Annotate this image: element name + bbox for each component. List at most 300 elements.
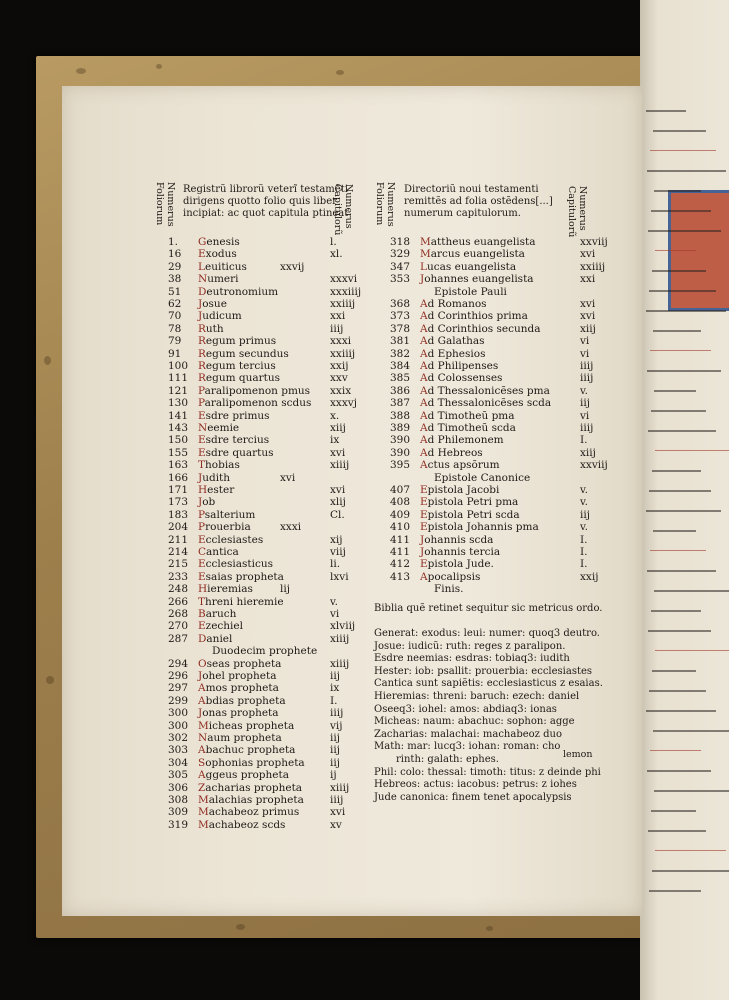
nt-folio: 412 xyxy=(390,558,411,571)
ot-folio: 296 xyxy=(168,670,189,682)
facing-page-text-line xyxy=(653,530,696,532)
nt-book: Ad Colossenses xyxy=(420,372,503,385)
nt-chapters: xxiiij xyxy=(580,260,606,273)
nt-folio: 407 xyxy=(390,484,411,496)
nt-row xyxy=(390,236,620,248)
verse-line: Generat: exodus: leui: numer: quoq3 deutro. xyxy=(374,628,600,639)
ot-row xyxy=(168,596,370,608)
nt-folio: 368 xyxy=(390,298,411,310)
ot-book: Oseas propheta xyxy=(198,657,282,670)
nt-folio: 390 xyxy=(390,434,411,447)
nt-chapters: vi xyxy=(580,347,590,360)
ot-book: Johel propheta xyxy=(198,670,277,682)
ot-book: Hester xyxy=(198,484,235,496)
ot-folio: 319 xyxy=(168,818,189,831)
ot-book: Neemie xyxy=(198,422,240,434)
nt-book: Epistola Petri scda xyxy=(420,508,520,521)
ot-folio: 204 xyxy=(168,521,189,534)
nt-row xyxy=(390,273,620,285)
ot-folio: 166 xyxy=(168,471,189,484)
ot-book: Numeri xyxy=(198,273,239,286)
left-header-title xyxy=(183,184,348,220)
nt-row xyxy=(390,521,620,533)
ot-chapters-inline: lij xyxy=(280,583,290,596)
ot-book: Abachuc propheta xyxy=(198,744,296,757)
facing-page-text-line xyxy=(649,690,706,692)
ot-folio: 100 xyxy=(168,360,189,372)
facing-page-text-line xyxy=(647,170,726,172)
facing-page-text-line xyxy=(649,490,711,492)
ot-folio: 91 xyxy=(168,347,182,360)
ot-folio: 143 xyxy=(168,422,189,434)
facing-page-text-line xyxy=(654,790,729,792)
nt-book: Ad Ephesios xyxy=(420,347,486,360)
nt-book: Johannis tercia xyxy=(420,546,501,558)
nt-chapters: v. xyxy=(580,496,589,509)
ot-chapters: xvi xyxy=(330,806,346,819)
ot-book: Regum quartus xyxy=(198,372,281,385)
nt-row xyxy=(390,546,620,558)
ot-book: Job xyxy=(198,496,216,509)
ot-book: Prouerbia xyxy=(198,521,251,534)
ot-folio: 305 xyxy=(168,769,189,782)
nt-chapters: vi xyxy=(580,335,590,348)
nt-chapters: iij xyxy=(580,397,590,410)
nt-folio: 408 xyxy=(390,496,411,509)
nt-folio: 382 xyxy=(390,347,411,360)
ot-chapters: iij xyxy=(330,744,340,757)
ot-folio: 268 xyxy=(168,608,189,620)
ot-chapters: iij xyxy=(330,756,340,769)
facing-page-text-line xyxy=(654,390,696,392)
nt-folio: 347 xyxy=(390,260,411,273)
nt-row xyxy=(390,360,620,372)
ot-chapters-inline: xxvij xyxy=(280,260,305,273)
ot-book: Regum tercius xyxy=(198,360,276,372)
ot-row xyxy=(168,583,370,595)
ot-chapters: iij xyxy=(330,732,340,744)
facing-page-text-line xyxy=(650,550,706,551)
left-header-line-3: incipiat: ac quot capitula ptineat xyxy=(183,208,349,219)
facing-page-text-line xyxy=(653,730,729,732)
nt-row xyxy=(390,248,620,260)
ot-row xyxy=(168,472,370,484)
ot-chapters: xiij xyxy=(330,422,346,434)
nt-folio: 395 xyxy=(390,459,411,472)
ot-book: Esdre primus xyxy=(198,409,270,422)
facing-page-text-line xyxy=(653,330,701,332)
left-header-numerus-foliorum: Numerus Foliorum xyxy=(154,182,176,227)
nt-row xyxy=(390,472,620,484)
ot-folio: 130 xyxy=(168,397,189,410)
nt-chapters: xxviij xyxy=(580,459,608,472)
ot-chapters: xij xyxy=(330,533,343,546)
facing-page-text-line xyxy=(651,210,711,212)
ot-chapters: xiiij xyxy=(330,459,350,472)
facing-page-text-line xyxy=(648,230,721,232)
nt-book: Epistola Johannis pma xyxy=(420,521,539,534)
ot-row xyxy=(168,459,370,471)
nt-chapters: xiij xyxy=(580,322,596,335)
ot-book: Hieremias xyxy=(198,583,253,596)
ot-book: Baruch xyxy=(198,608,237,620)
ot-chapters: ix xyxy=(330,682,340,695)
ot-folio: 309 xyxy=(168,806,189,819)
ot-book: Leuiticus xyxy=(198,260,247,273)
nt-folio: 387 xyxy=(390,397,411,410)
ot-row xyxy=(168,806,370,818)
ot-chapters: xlviij xyxy=(330,620,356,633)
nt-row xyxy=(390,496,620,508)
ot-row xyxy=(168,633,370,645)
facing-page-text-line xyxy=(647,370,721,372)
nt-folio: 410 xyxy=(390,521,411,534)
ot-book: Esdre quartus xyxy=(198,446,274,459)
ot-folio: 211 xyxy=(168,533,189,546)
facing-page-text-line xyxy=(648,630,711,632)
ot-row xyxy=(168,645,370,657)
ot-folio: 270 xyxy=(168,620,189,633)
nt-book: Ad Timotheũ pma xyxy=(420,409,515,422)
ot-book: Paralipomenon scdus xyxy=(198,397,312,410)
nt-folio: 411 xyxy=(390,546,411,558)
nt-chapters: xxij xyxy=(580,570,599,583)
ot-folio: 79 xyxy=(168,335,182,348)
facing-page-text-line xyxy=(649,890,701,892)
ot-chapters: v. xyxy=(330,595,339,608)
ot-row xyxy=(168,521,370,533)
facing-page-text-line xyxy=(654,190,701,192)
facing-page-text-line xyxy=(647,570,716,572)
nt-folio: 329 xyxy=(390,248,411,261)
ot-book: Thobias xyxy=(198,459,240,472)
nt-section-heading: Epistole Canonice xyxy=(434,471,531,484)
facing-page-text-line xyxy=(651,810,696,812)
verse-line: Josue: iudicũ: ruth: reges z paralipon. xyxy=(374,640,566,652)
ot-chapters: ix xyxy=(330,434,340,447)
ot-row xyxy=(168,286,370,298)
nt-chapters: xvi xyxy=(580,298,596,310)
nt-row xyxy=(390,534,620,546)
ot-row xyxy=(168,558,370,570)
nt-folio: 318 xyxy=(390,236,411,248)
nt-chapters: I. xyxy=(580,434,588,447)
facing-page-text-line xyxy=(655,650,729,651)
nt-chapters: xxviij xyxy=(580,236,608,248)
right-header-line-2: remittẽs ad folia ostẽdens[...] xyxy=(404,196,553,207)
nt-chapters: vi xyxy=(580,409,590,422)
ot-chapters: lxvi xyxy=(330,570,349,583)
ot-row xyxy=(168,707,370,719)
nt-row xyxy=(390,447,620,459)
right-header-title xyxy=(404,184,553,220)
verse-line: Micheas: naum: abachuc: sophon: agge xyxy=(374,716,575,728)
ot-row xyxy=(168,782,370,794)
ot-chapters: xiiij xyxy=(330,632,350,645)
right-header-numerus-foliorum: Numerus Foliorum xyxy=(374,182,396,227)
ot-book: Naum propheta xyxy=(198,732,282,744)
nt-book: Epistola Jude. xyxy=(420,558,494,571)
ot-row xyxy=(168,720,370,732)
nt-chapters: I. xyxy=(580,546,588,558)
ot-folio: 299 xyxy=(168,694,189,707)
facing-page-text-line xyxy=(649,290,716,292)
facing-page-text-line xyxy=(655,250,696,251)
left-header-line-2: dirigens quotto folio quis liber xyxy=(183,196,337,207)
facing-page-text-line xyxy=(647,770,711,772)
nt-folio: 378 xyxy=(390,322,411,335)
ot-chapters: xxiiij xyxy=(330,298,356,310)
facing-page-text-line xyxy=(651,410,706,412)
facing-page-text-line xyxy=(652,870,729,872)
ot-chapters: I. xyxy=(330,694,338,707)
nt-folio: 413 xyxy=(390,570,411,583)
ot-row xyxy=(168,658,370,670)
verse-line: rinth: galath: ephes. xyxy=(396,754,499,765)
ot-chapters: xxix xyxy=(330,384,352,397)
nt-chapters: I. xyxy=(580,558,588,571)
left-header-line-1: Registrũ librorũ veterĩ testamẽti xyxy=(183,184,348,195)
ot-book: Sophonias propheta xyxy=(198,756,305,769)
nt-book: Ad Philipenses xyxy=(420,360,499,372)
ot-row xyxy=(168,410,370,422)
facing-page-text-line xyxy=(646,710,716,712)
ot-book: Zacharias propheta xyxy=(198,781,303,794)
nt-row xyxy=(390,298,620,310)
nt-folio: 411 xyxy=(390,533,411,546)
nt-folio: 384 xyxy=(390,360,411,372)
nt-folio: 385 xyxy=(390,372,411,385)
nt-row xyxy=(390,323,620,335)
ot-folio: 308 xyxy=(168,794,189,806)
verse-overflow-word: lemon xyxy=(563,749,593,760)
nt-row xyxy=(390,286,620,298)
ot-chapters: xvi xyxy=(330,484,346,496)
verse-line: Math: mar: lucq3: iohan: roman: cho xyxy=(374,741,561,753)
ot-book: Machabeoz scds xyxy=(198,818,286,831)
ot-row xyxy=(168,422,370,434)
ot-book: Paralipomenon pmus xyxy=(198,384,311,397)
nt-book: Ad Corinthios prima xyxy=(420,310,528,323)
ot-folio: 155 xyxy=(168,446,189,459)
nt-row xyxy=(390,509,620,521)
ot-row xyxy=(168,372,370,384)
verse-line: Hester: iob: psallit: prouerbia: ecclesiastes xyxy=(374,665,593,677)
verse-line: Oseeq3: iohel: amos: abdiaq3: ionas xyxy=(374,703,557,715)
ot-chapters: xxi xyxy=(330,310,346,323)
ot-book: Ecclesiastes xyxy=(198,533,264,546)
nt-row xyxy=(390,310,620,322)
facing-page-text-line xyxy=(653,130,706,132)
ot-book: Ecclesiasticus xyxy=(198,558,274,571)
nt-folio: 386 xyxy=(390,384,411,397)
nt-book: Lucas euangelista xyxy=(420,260,517,273)
nt-chapters: iiij xyxy=(580,372,594,385)
facing-page-text-line xyxy=(646,310,726,312)
nt-chapters: xvi xyxy=(580,310,596,323)
nt-book: Marcus euangelista xyxy=(420,248,525,261)
ot-chapters: iiij xyxy=(330,794,344,806)
nt-folio: 390 xyxy=(390,446,411,459)
ot-folio: 38 xyxy=(168,273,182,286)
nt-book: Ad Timotheũ scda xyxy=(420,422,516,434)
ot-book: Deutronomium xyxy=(198,285,279,298)
ot-folio: 303 xyxy=(168,744,189,757)
nt-chapters: xvi xyxy=(580,248,596,261)
ot-book: Daniel xyxy=(198,632,233,645)
ot-chapters: l. xyxy=(330,236,337,248)
ot-row xyxy=(168,261,370,273)
nt-book: Ad Thessalonicẽses pma xyxy=(420,384,550,397)
ot-row xyxy=(168,397,370,409)
nt-folio: 353 xyxy=(390,273,411,286)
nt-book: Ad Philemonem xyxy=(420,434,504,447)
ot-book: Malachias propheta xyxy=(198,794,304,806)
ot-row xyxy=(168,434,370,446)
nt-chapters: v. xyxy=(580,484,589,496)
ot-folio: 171 xyxy=(168,484,189,496)
nt-chapters: I. xyxy=(580,533,588,546)
nt-chapters: iij xyxy=(580,508,590,521)
ot-row xyxy=(168,236,370,248)
ot-book: Judicum xyxy=(198,310,242,323)
ot-chapters: xxij xyxy=(330,360,349,372)
ot-row xyxy=(168,496,370,508)
facing-page xyxy=(640,0,729,1000)
ot-folio: 1. xyxy=(168,236,179,248)
ot-row xyxy=(168,682,370,694)
ot-book: Regum secundus xyxy=(198,347,289,360)
ot-book: Cantica xyxy=(198,546,239,558)
ot-row xyxy=(168,744,370,756)
ot-row xyxy=(168,769,370,781)
nt-row xyxy=(390,372,620,384)
ot-row xyxy=(168,323,370,335)
nt-book: Ad Corinthios secunda xyxy=(420,322,541,335)
nt-row xyxy=(390,385,620,397)
ot-row xyxy=(168,310,370,322)
verse-line: Cantica sunt sapiẽtis: ecclesiasticus z esaias. xyxy=(374,678,603,690)
ot-row xyxy=(168,794,370,806)
ot-chapters: xvi xyxy=(330,446,346,459)
right-header-line-3: numerum capitulorum. xyxy=(404,208,521,219)
nt-row xyxy=(390,571,620,583)
facing-page-text-line xyxy=(651,610,701,612)
nt-chapters: iiij xyxy=(580,422,594,434)
nt-row xyxy=(390,410,620,422)
ot-folio: 233 xyxy=(168,570,189,583)
nt-folio: 389 xyxy=(390,422,411,434)
ot-chapters: ij xyxy=(330,769,337,782)
nt-folio: 373 xyxy=(390,310,411,323)
ot-folio: 51 xyxy=(168,285,182,298)
nt-chapters: v. xyxy=(580,384,589,397)
facing-page-text-line xyxy=(654,590,729,592)
ot-folio: 287 xyxy=(168,632,189,645)
verse-line: Hebreos: actus: iacobus: petrus: z iohes xyxy=(374,779,577,791)
nt-section-heading: Epistole Pauli xyxy=(434,285,507,298)
ot-folio: 70 xyxy=(168,310,182,323)
nt-folio: 381 xyxy=(390,335,411,348)
ot-chapters: xiiij xyxy=(330,657,350,670)
ot-row xyxy=(168,732,370,744)
nt-row xyxy=(390,459,620,471)
ot-folio: 163 xyxy=(168,459,189,472)
nt-section-heading: Finis. xyxy=(434,583,464,596)
nt-book: Actus apsõrum xyxy=(420,459,500,472)
ot-folio: 302 xyxy=(168,732,189,744)
ot-book: Micheas propheta xyxy=(198,719,295,732)
verse-line: Esdre neemias: esdras: tobiaq3: iudith xyxy=(374,653,570,665)
ot-row xyxy=(168,620,370,632)
ot-row xyxy=(168,298,370,310)
ot-folio: 29 xyxy=(168,260,182,273)
facing-page-text-line xyxy=(655,450,729,451)
ot-chapters: xxxvi xyxy=(330,273,358,286)
ot-chapters: xxiiij xyxy=(330,347,356,360)
ot-row xyxy=(168,534,370,546)
ot-section-heading: Duodecim prophete xyxy=(212,645,318,658)
ot-folio: 16 xyxy=(168,248,182,261)
nt-row xyxy=(390,261,620,273)
ot-chapters: iiij xyxy=(330,707,344,720)
ot-row xyxy=(168,360,370,372)
nt-row xyxy=(390,397,620,409)
ot-folio: 248 xyxy=(168,583,189,596)
ot-book: Exodus xyxy=(198,248,237,261)
ot-book: Esdre tercius xyxy=(198,434,270,447)
facing-page-text-line xyxy=(655,850,726,851)
nt-book: Ad Hebreos xyxy=(420,446,483,459)
facing-page-text-line xyxy=(650,750,701,751)
nt-chapters: iiij xyxy=(580,360,594,372)
nt-row xyxy=(390,348,620,360)
ot-folio: 294 xyxy=(168,657,189,670)
verse-line: Zacharias: malachai: machabeoz duo xyxy=(374,728,562,740)
nt-row xyxy=(390,335,620,347)
nt-book: Ad Galathas xyxy=(420,335,485,348)
ot-row xyxy=(168,348,370,360)
ot-folio: 173 xyxy=(168,496,189,509)
nt-chapters: xxi xyxy=(580,273,596,286)
nt-row xyxy=(390,583,620,595)
facing-page-text-line xyxy=(648,430,716,432)
ot-chapters: x. xyxy=(330,409,340,422)
ot-row xyxy=(168,335,370,347)
facing-page-text-line xyxy=(646,510,721,512)
ot-folio: 306 xyxy=(168,781,189,794)
verse-line: Hieremias: threni: baruch: ezech: daniel xyxy=(374,691,580,702)
facing-page-text-line xyxy=(650,350,711,351)
verse-line: Phil: colo: thessal: timoth: titus: z deinde phi xyxy=(374,766,601,778)
ot-chapters: xl. xyxy=(330,248,343,261)
nt-folio: 409 xyxy=(390,508,411,521)
right-header-line-1: Directoriũ noui testamenti xyxy=(404,184,539,195)
nt-book: Ad Thessalonicẽses scda xyxy=(420,397,552,410)
ot-chapters: li. xyxy=(330,558,341,571)
ot-row xyxy=(168,484,370,496)
facing-page-text-line xyxy=(646,110,686,112)
ot-row xyxy=(168,248,370,260)
ot-row xyxy=(168,757,370,769)
ot-chapters: vi xyxy=(330,608,340,620)
verse-line: Jude canonica: finem tenet apocalypsis xyxy=(374,791,572,803)
ot-book: Josue xyxy=(198,298,227,310)
ot-folio: 304 xyxy=(168,756,189,769)
ot-book: Genesis xyxy=(198,236,240,248)
ot-book: Jonas propheta xyxy=(198,707,279,720)
ot-chapters: Cl. xyxy=(330,508,345,521)
